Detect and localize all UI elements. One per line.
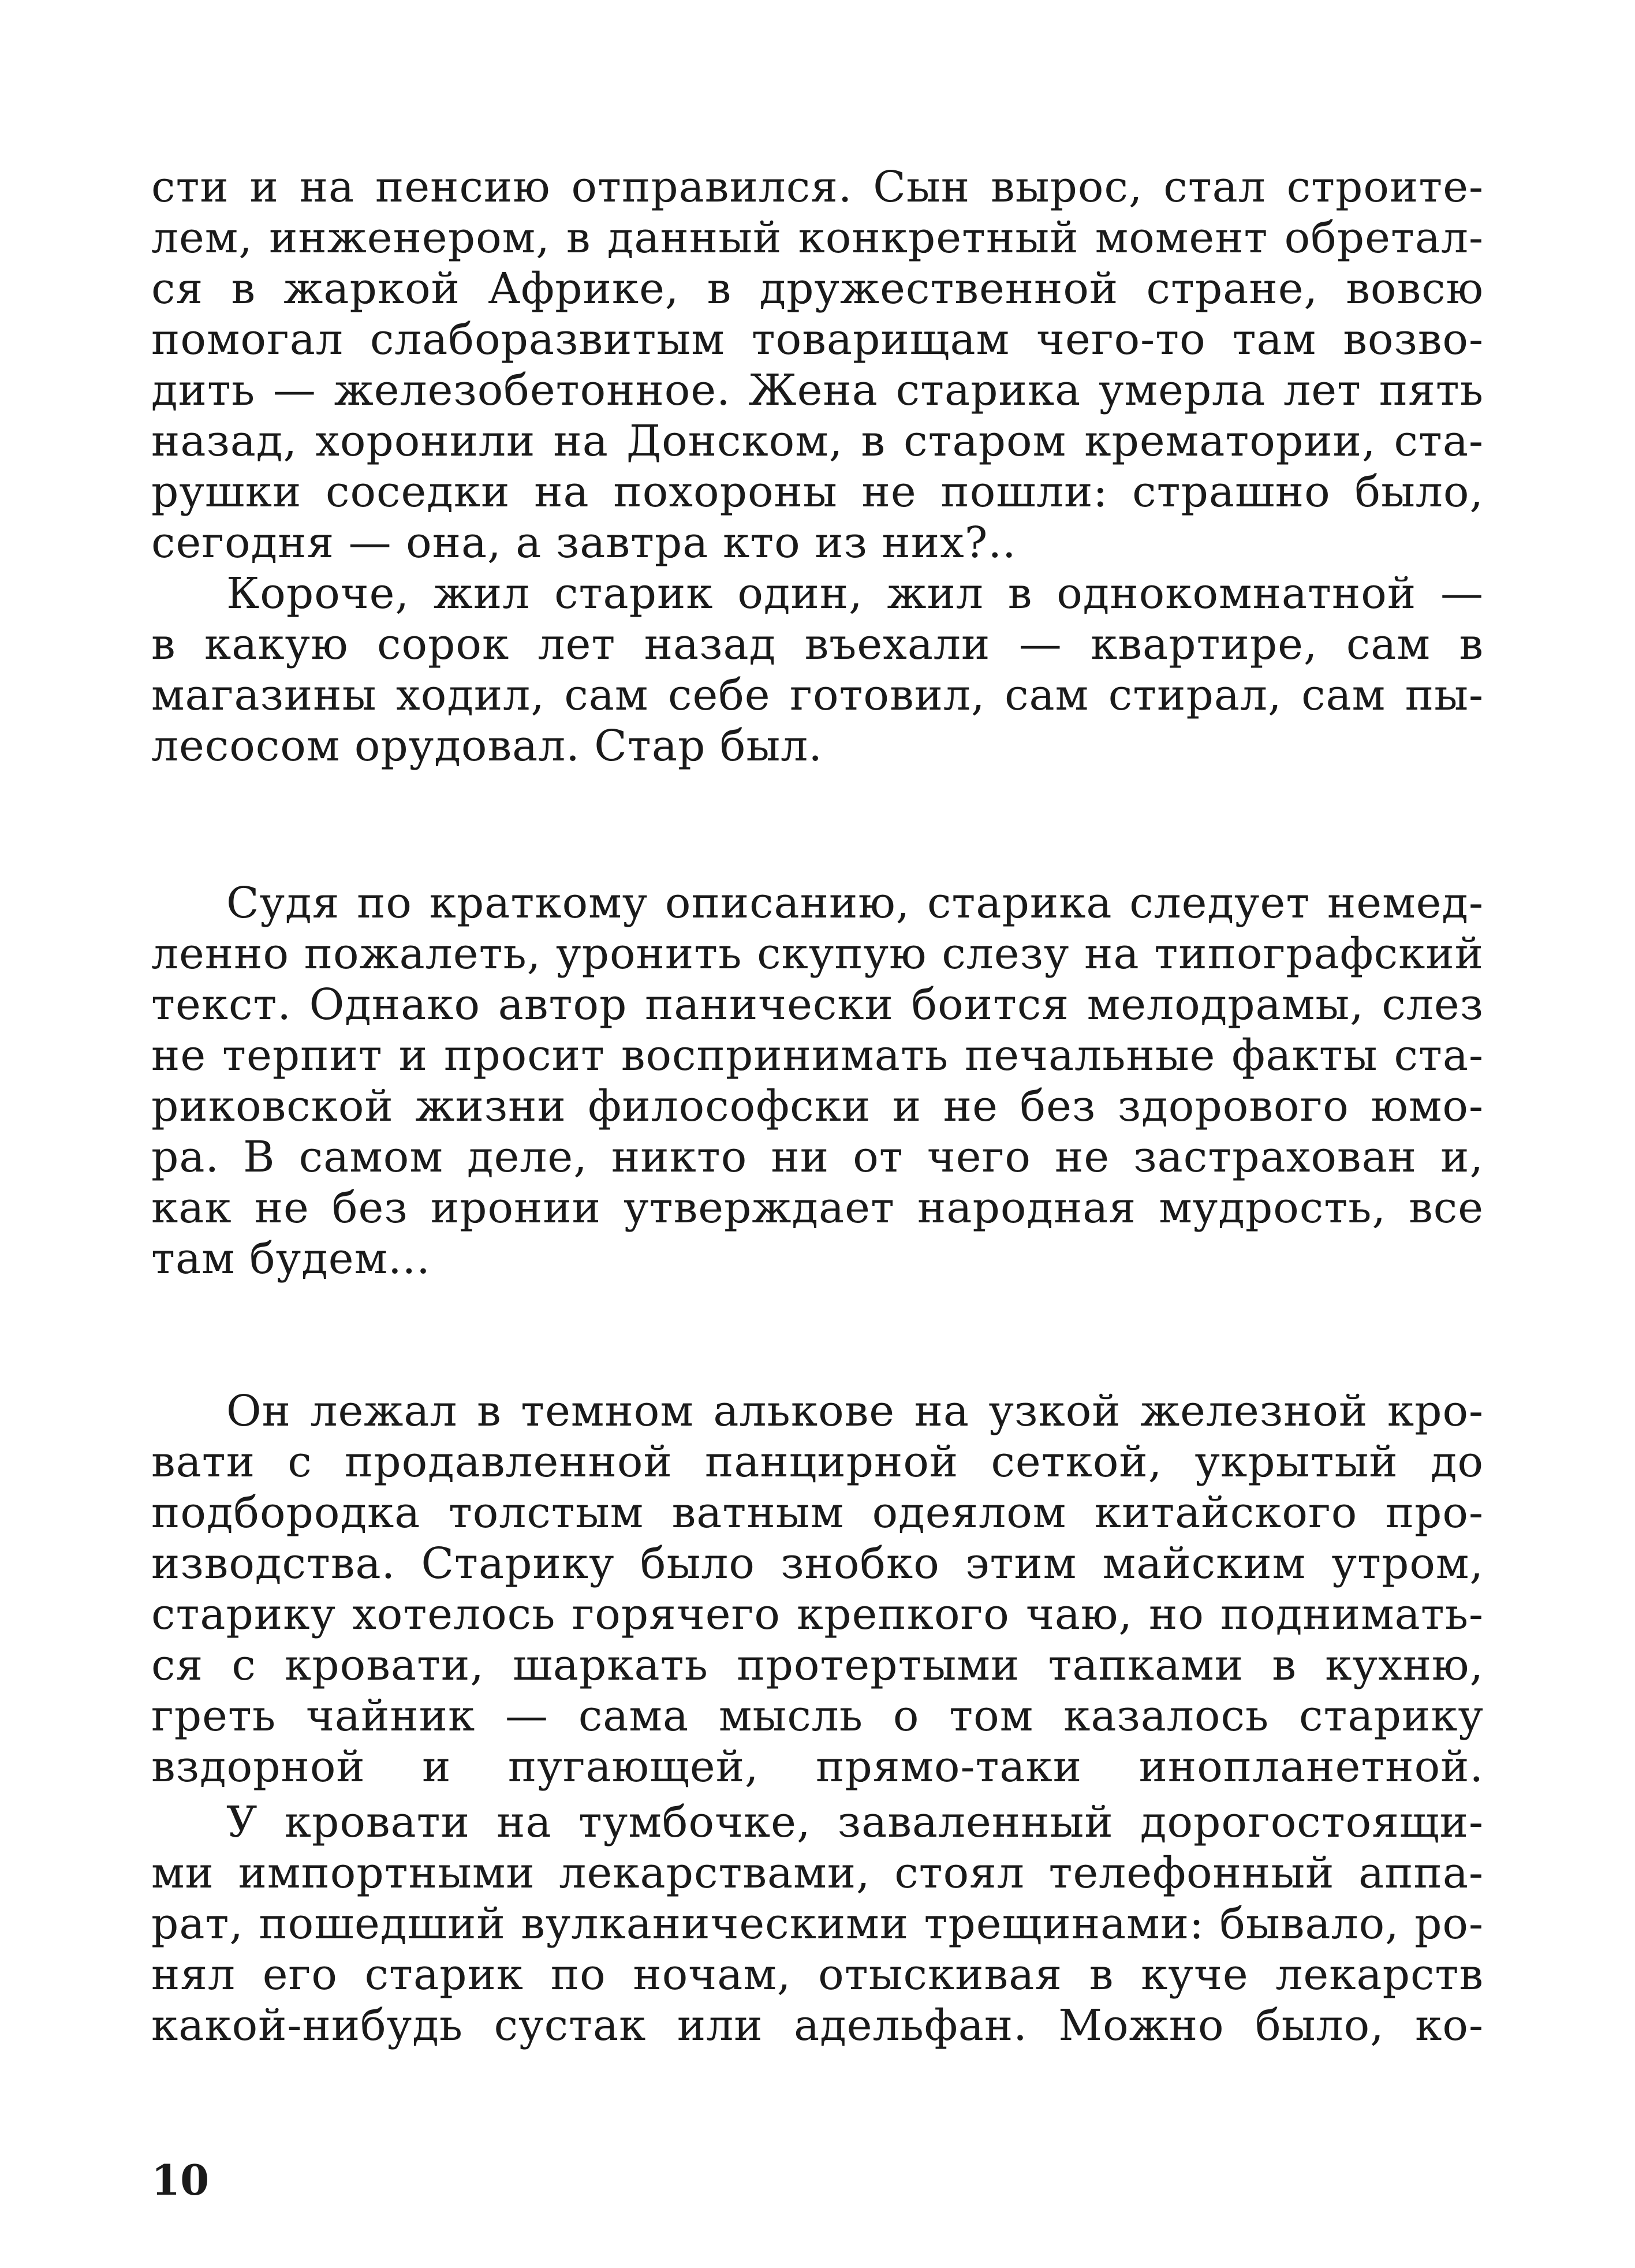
text-line: дить — железобетонное. Жена старика умерла лет пять <box>151 365 1484 415</box>
text-line: какой-нибудь сустак или адельфан. Можно было, ко- <box>151 2001 1484 2050</box>
text-line: рат, пошедший вулканическими трещинами: бывало, ро- <box>151 1899 1484 1949</box>
paragraph-5 <box>151 1797 1484 2051</box>
text-line: рушки соседки на похороны не пошли: страшно было, <box>151 467 1484 517</box>
text-line: нял его старик по ночам, отыскивая в куче лекарств <box>151 1950 1484 2000</box>
text-line: ся с кровати, шаркать протертыми тапками в кухню, <box>151 1640 1484 1690</box>
text-line: магазины ходил, сам себе готовил, сам стирал, сам пы- <box>151 670 1484 720</box>
text-line: старику хотелось горячего крепкого чаю, но поднимать- <box>151 1590 1484 1639</box>
text-line: сегодня — она, а завтра кто из них?.. <box>151 518 1017 568</box>
text-line: назад, хоронили на Донском, в старом крематории, ста- <box>151 416 1484 466</box>
paragraph-2 <box>151 568 1484 771</box>
paragraph-3 <box>151 878 1484 1284</box>
text-line: как не без иронии утверждает народная мудрость, все <box>151 1183 1484 1233</box>
text-line: греть чайник — сама мысль о том казалось старику <box>151 1691 1484 1741</box>
text-line: изводства. Старику было знобко этим майским утром, <box>151 1539 1484 1588</box>
text-line: лем, инженером, в данный конкретный момент обретал- <box>151 213 1484 263</box>
text-line: Судя по краткому описанию, старика следует немед- <box>226 878 1484 928</box>
text-line: ленно пожалеть, уронить скупую слезу на типографский <box>151 929 1484 979</box>
text-line: Он лежал в темном алькове на узкой железной кро- <box>226 1386 1484 1436</box>
text-line: риковской жизни философски и не без здорового юмо- <box>151 1081 1484 1131</box>
book-page <box>151 162 1484 2229</box>
paragraph-1 <box>151 162 1484 568</box>
text-line: текст. Однако автор панически боится мелодрамы, слез <box>151 980 1484 1029</box>
text-line: лесосом орудовал. Стар был. <box>151 721 823 771</box>
text-line: там будем... <box>151 1234 431 1284</box>
page-number: 10 <box>151 2155 210 2204</box>
text-line: ся в жаркой Африке, в дружественной стране, вовсю <box>151 264 1484 314</box>
text-line: подбородка толстым ватным одеялом китайского про- <box>151 1488 1484 1538</box>
text-line: в какую сорок лет назад въехали — квартире, сам в <box>151 620 1484 669</box>
text-line: ра. В самом деле, никто ни от чего не застрахован и, <box>151 1132 1484 1182</box>
text-line: помогал слаборазвитым товарищам чего-то там возво- <box>151 315 1484 364</box>
text-line: вздорной и пугающей, прямо-таки инопланетной. <box>151 1742 1484 1792</box>
text-line: ми импортными лекарствами, стоял телефонный аппа- <box>151 1848 1484 1898</box>
paragraph-4 <box>151 1386 1484 1792</box>
text-line: вати с продавленной панцирной сеткой, укрытый до <box>151 1437 1484 1487</box>
text-line: сти и на пенсию отправился. Сын вырос, стал строите- <box>151 162 1484 212</box>
text-line: У кровати на тумбочке, заваленный дорогостоящи- <box>226 1797 1484 1847</box>
text-line: не терпит и просит воспринимать печальные факты ста- <box>151 1031 1484 1080</box>
text-line: Короче, жил старик один, жил в однокомнатной — <box>226 569 1484 618</box>
